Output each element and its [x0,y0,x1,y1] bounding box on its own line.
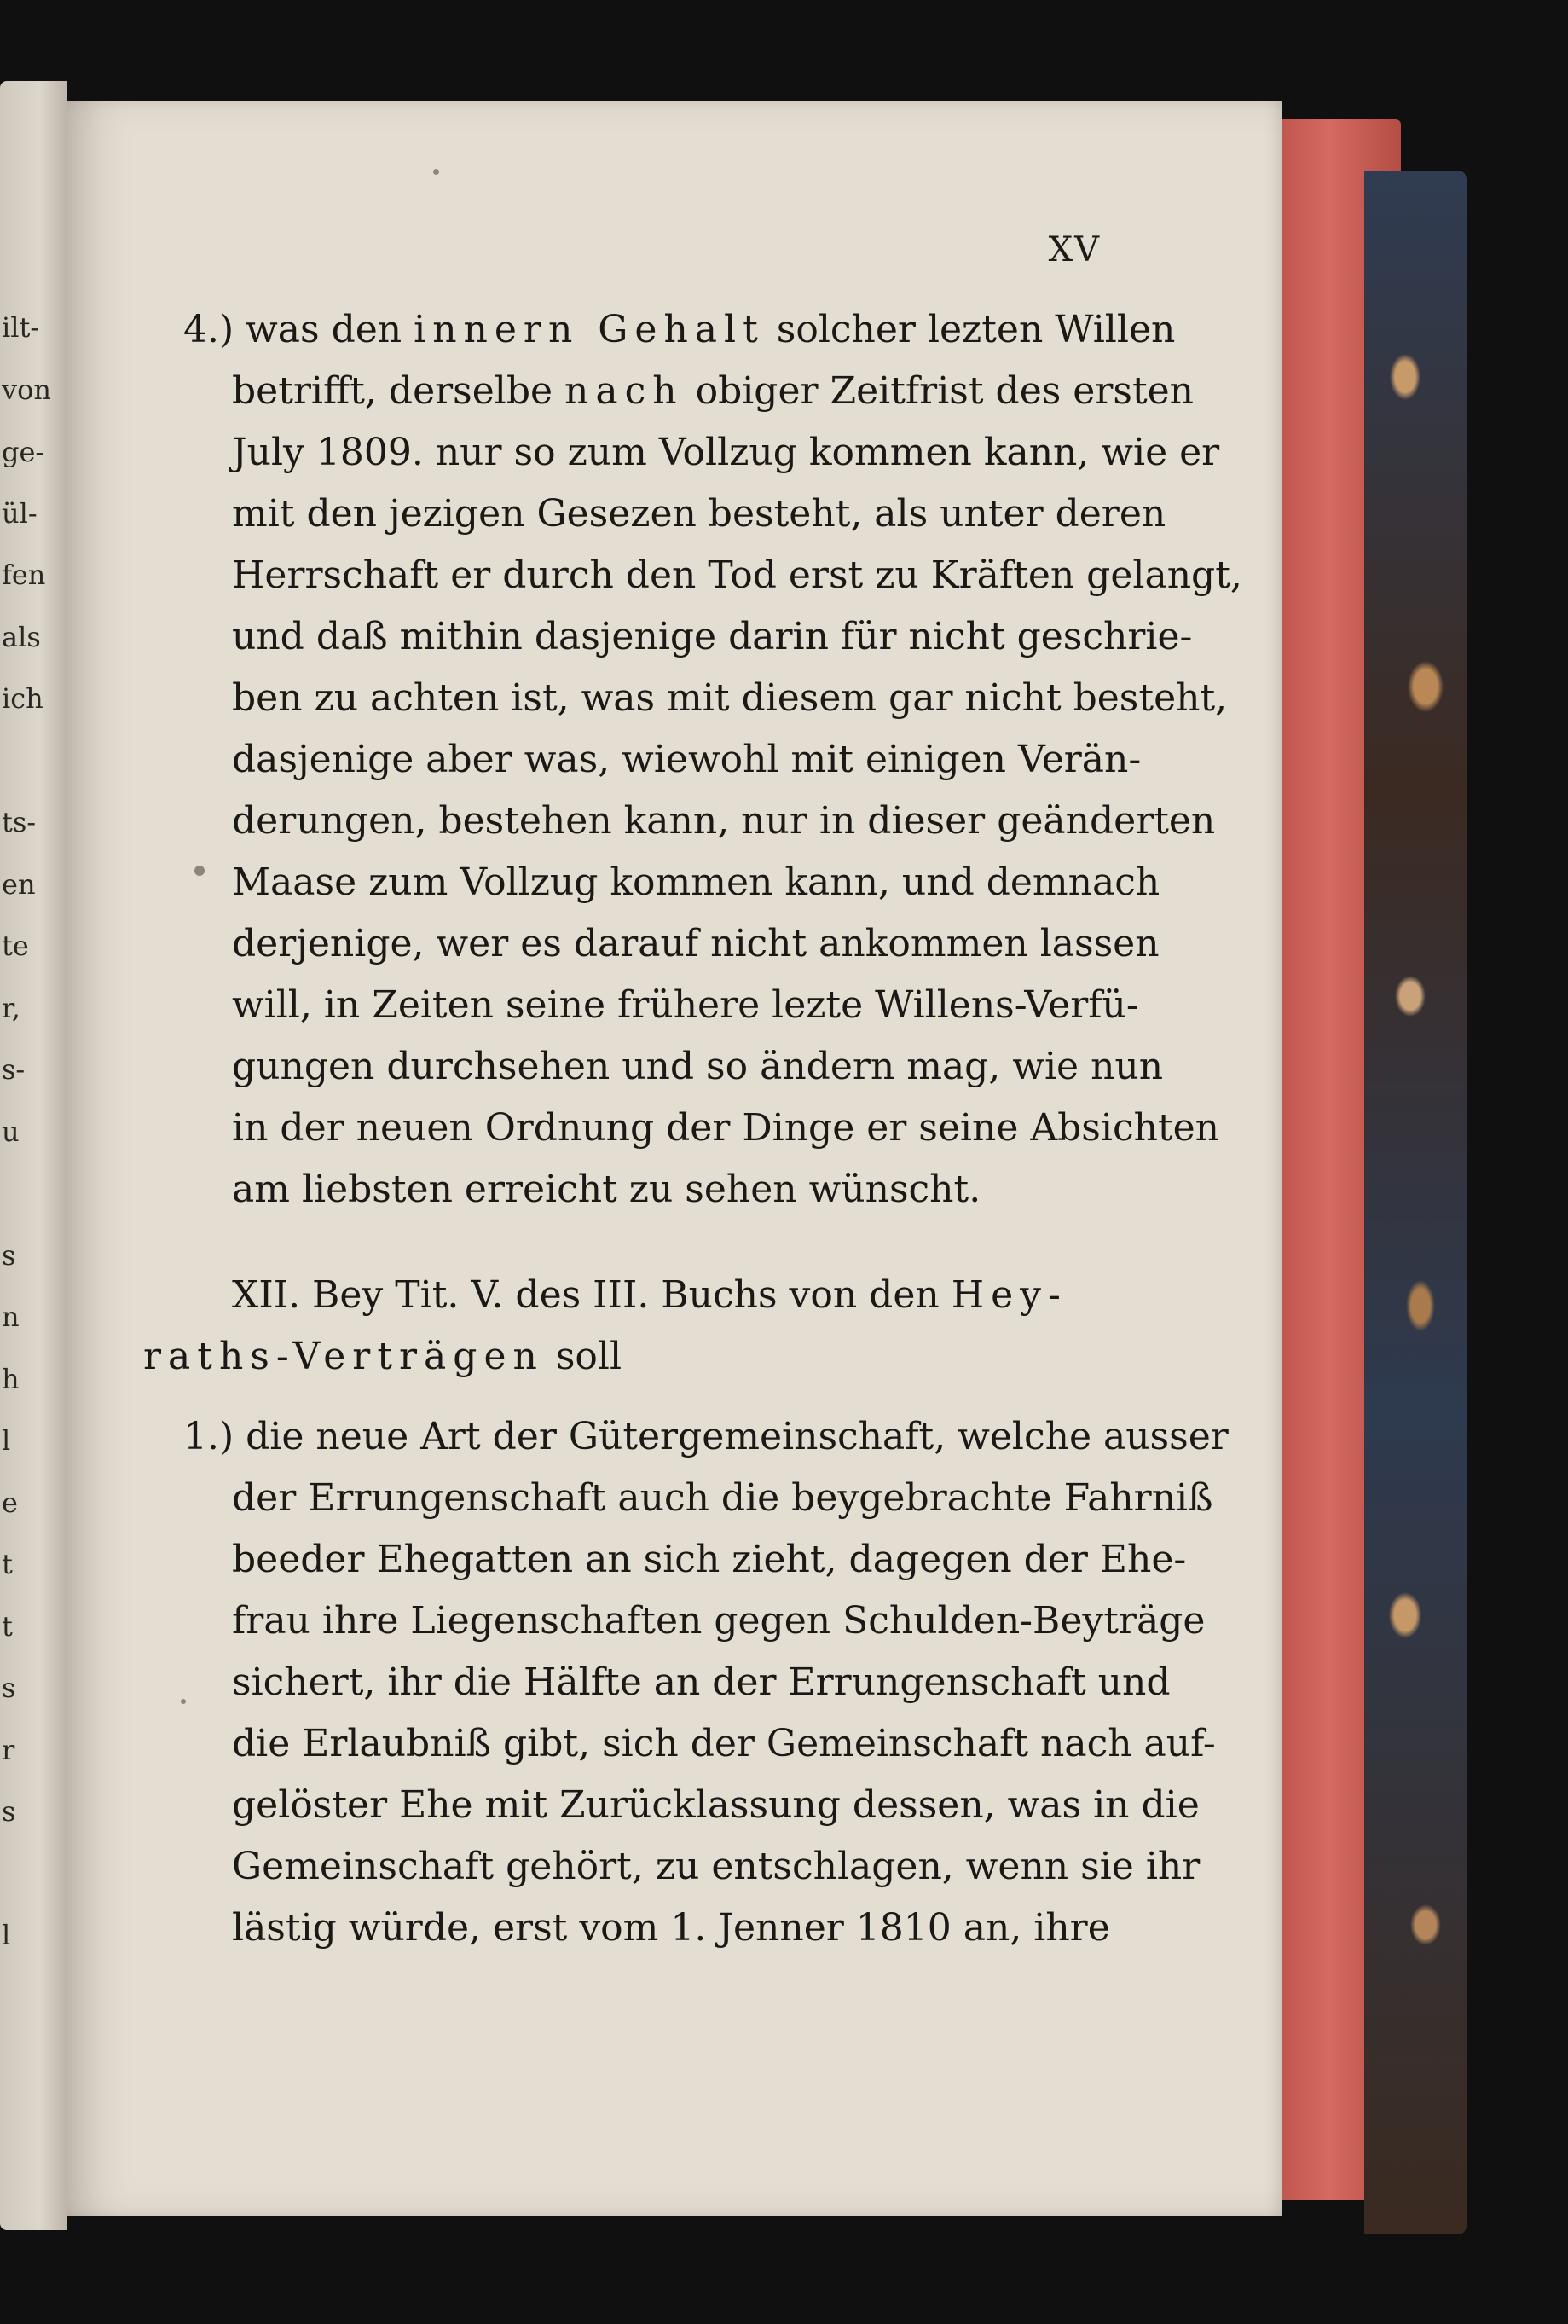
text-line: betrifft, derselbe nach obiger Zeitfrist des ersten [232,369,1195,413]
left-fragment: t [2,1548,13,1580]
book-page [67,101,1282,2216]
left-fragment: fen [2,559,46,591]
left-fragment: ge- [2,436,45,468]
text-line: lästig würde, erst vom 1. Jenner 1810 an, ihre [232,1906,1110,1950]
left-fragment: te [2,930,29,962]
left-fragment: h [2,1363,20,1395]
text-line: dasjenige aber was, wiewohl mit einigen Verän- [232,738,1142,781]
text-line: Maase zum Vollzug kommen kann, und demnach [232,861,1160,904]
left-fragment: r, [2,992,20,1024]
text-line: gungen durchsehen und so ändern mag, wie nun [232,1045,1164,1088]
text-line: am liebsten erreicht zu sehen wünscht. [232,1168,981,1211]
text-line: der Errungenschaft auch die beygebrachte Fahrniß [232,1476,1213,1520]
spaced-term: raths-Verträgen [143,1335,544,1378]
text-line: frau ihre Liegenschaften gegen Schulden-Beyträge [232,1599,1206,1643]
text-line: in der neuen Ordnung der Dinge er seine Absichten [232,1106,1219,1150]
text-line: mit den jezigen Gesezen besteht, als unter deren [232,492,1166,536]
paper-speck [181,1699,186,1704]
text-line: July 1809. nur so zum Vollzug kommen kann, wie er [232,431,1220,474]
spaced-term: Hey- [951,1273,1068,1317]
text-line: ben zu achten ist, was mit diesem gar nicht besteht, [232,676,1228,720]
left-fragment: s [2,1239,16,1272]
left-fragment: l [2,1424,11,1457]
text-line: will, in Zeiten seine frühere lezte Willens-Verfü- [232,983,1139,1027]
text-line: derungen, bestehen kann, nur in dieser geänderten [232,799,1216,843]
text-line: 4.) was den innern Gehalt solcher lezten Willen [183,308,1176,351]
text-line: die Erlaubniß gibt, sich der Gemeinschaft nach auf- [232,1722,1216,1765]
spaced-term: innern Gehalt [414,308,765,351]
left-fragment: l [2,1919,11,1951]
left-fragment: ts- [2,806,37,838]
page-number: XV [1048,230,1101,269]
text-line: sichert, ihr die Hälfte an der Errungenschaft und [232,1660,1171,1704]
left-fragment: als [2,621,41,653]
spaced-term: nach [564,369,684,413]
left-fragment: r [2,1734,15,1766]
left-fragment: ich [2,682,43,715]
marbled-cover [1364,171,1467,2234]
left-fragment: e [2,1487,18,1519]
left-fragment: ilt- [2,311,40,344]
left-fragment: ül- [2,497,38,530]
section-heading: raths-Verträgen soll [143,1335,622,1378]
text-line: und daß mithin dasjenige darin für nicht geschrie- [232,615,1193,658]
left-fragment: n [2,1301,20,1333]
left-fragment: s [2,1795,16,1828]
left-fragment: u [2,1116,20,1148]
text-line: Gemeinschaft gehört, zu entschlagen, wenn sie ihr [232,1845,1201,1888]
paper-speck [433,169,439,175]
text-line: derjenige, wer es darauf nicht ankommen lassen [232,922,1160,965]
text-line: gelöster Ehe mit Zurücklassung dessen, was in die [232,1783,1200,1827]
paper-speck [194,866,205,876]
left-fragment: s- [2,1053,26,1086]
left-fragment: von [2,374,51,406]
left-fragment: en [2,868,36,901]
text-line: 1.) die neue Art der Gütergemeinschaft, welche ausser [183,1415,1229,1458]
left-page-edge [0,81,67,2230]
text-line: beeder Ehegatten an sich zieht, dagegen der Ehe- [232,1538,1187,1581]
left-fragment: s [2,1672,16,1704]
section-heading: XII. Bey Tit. V. des III. Buchs von den Hey- [232,1273,1068,1317]
left-fragment: t [2,1610,13,1643]
text-line: Herrschaft er durch den Tod erst zu Kräften gelangt, [232,553,1242,597]
